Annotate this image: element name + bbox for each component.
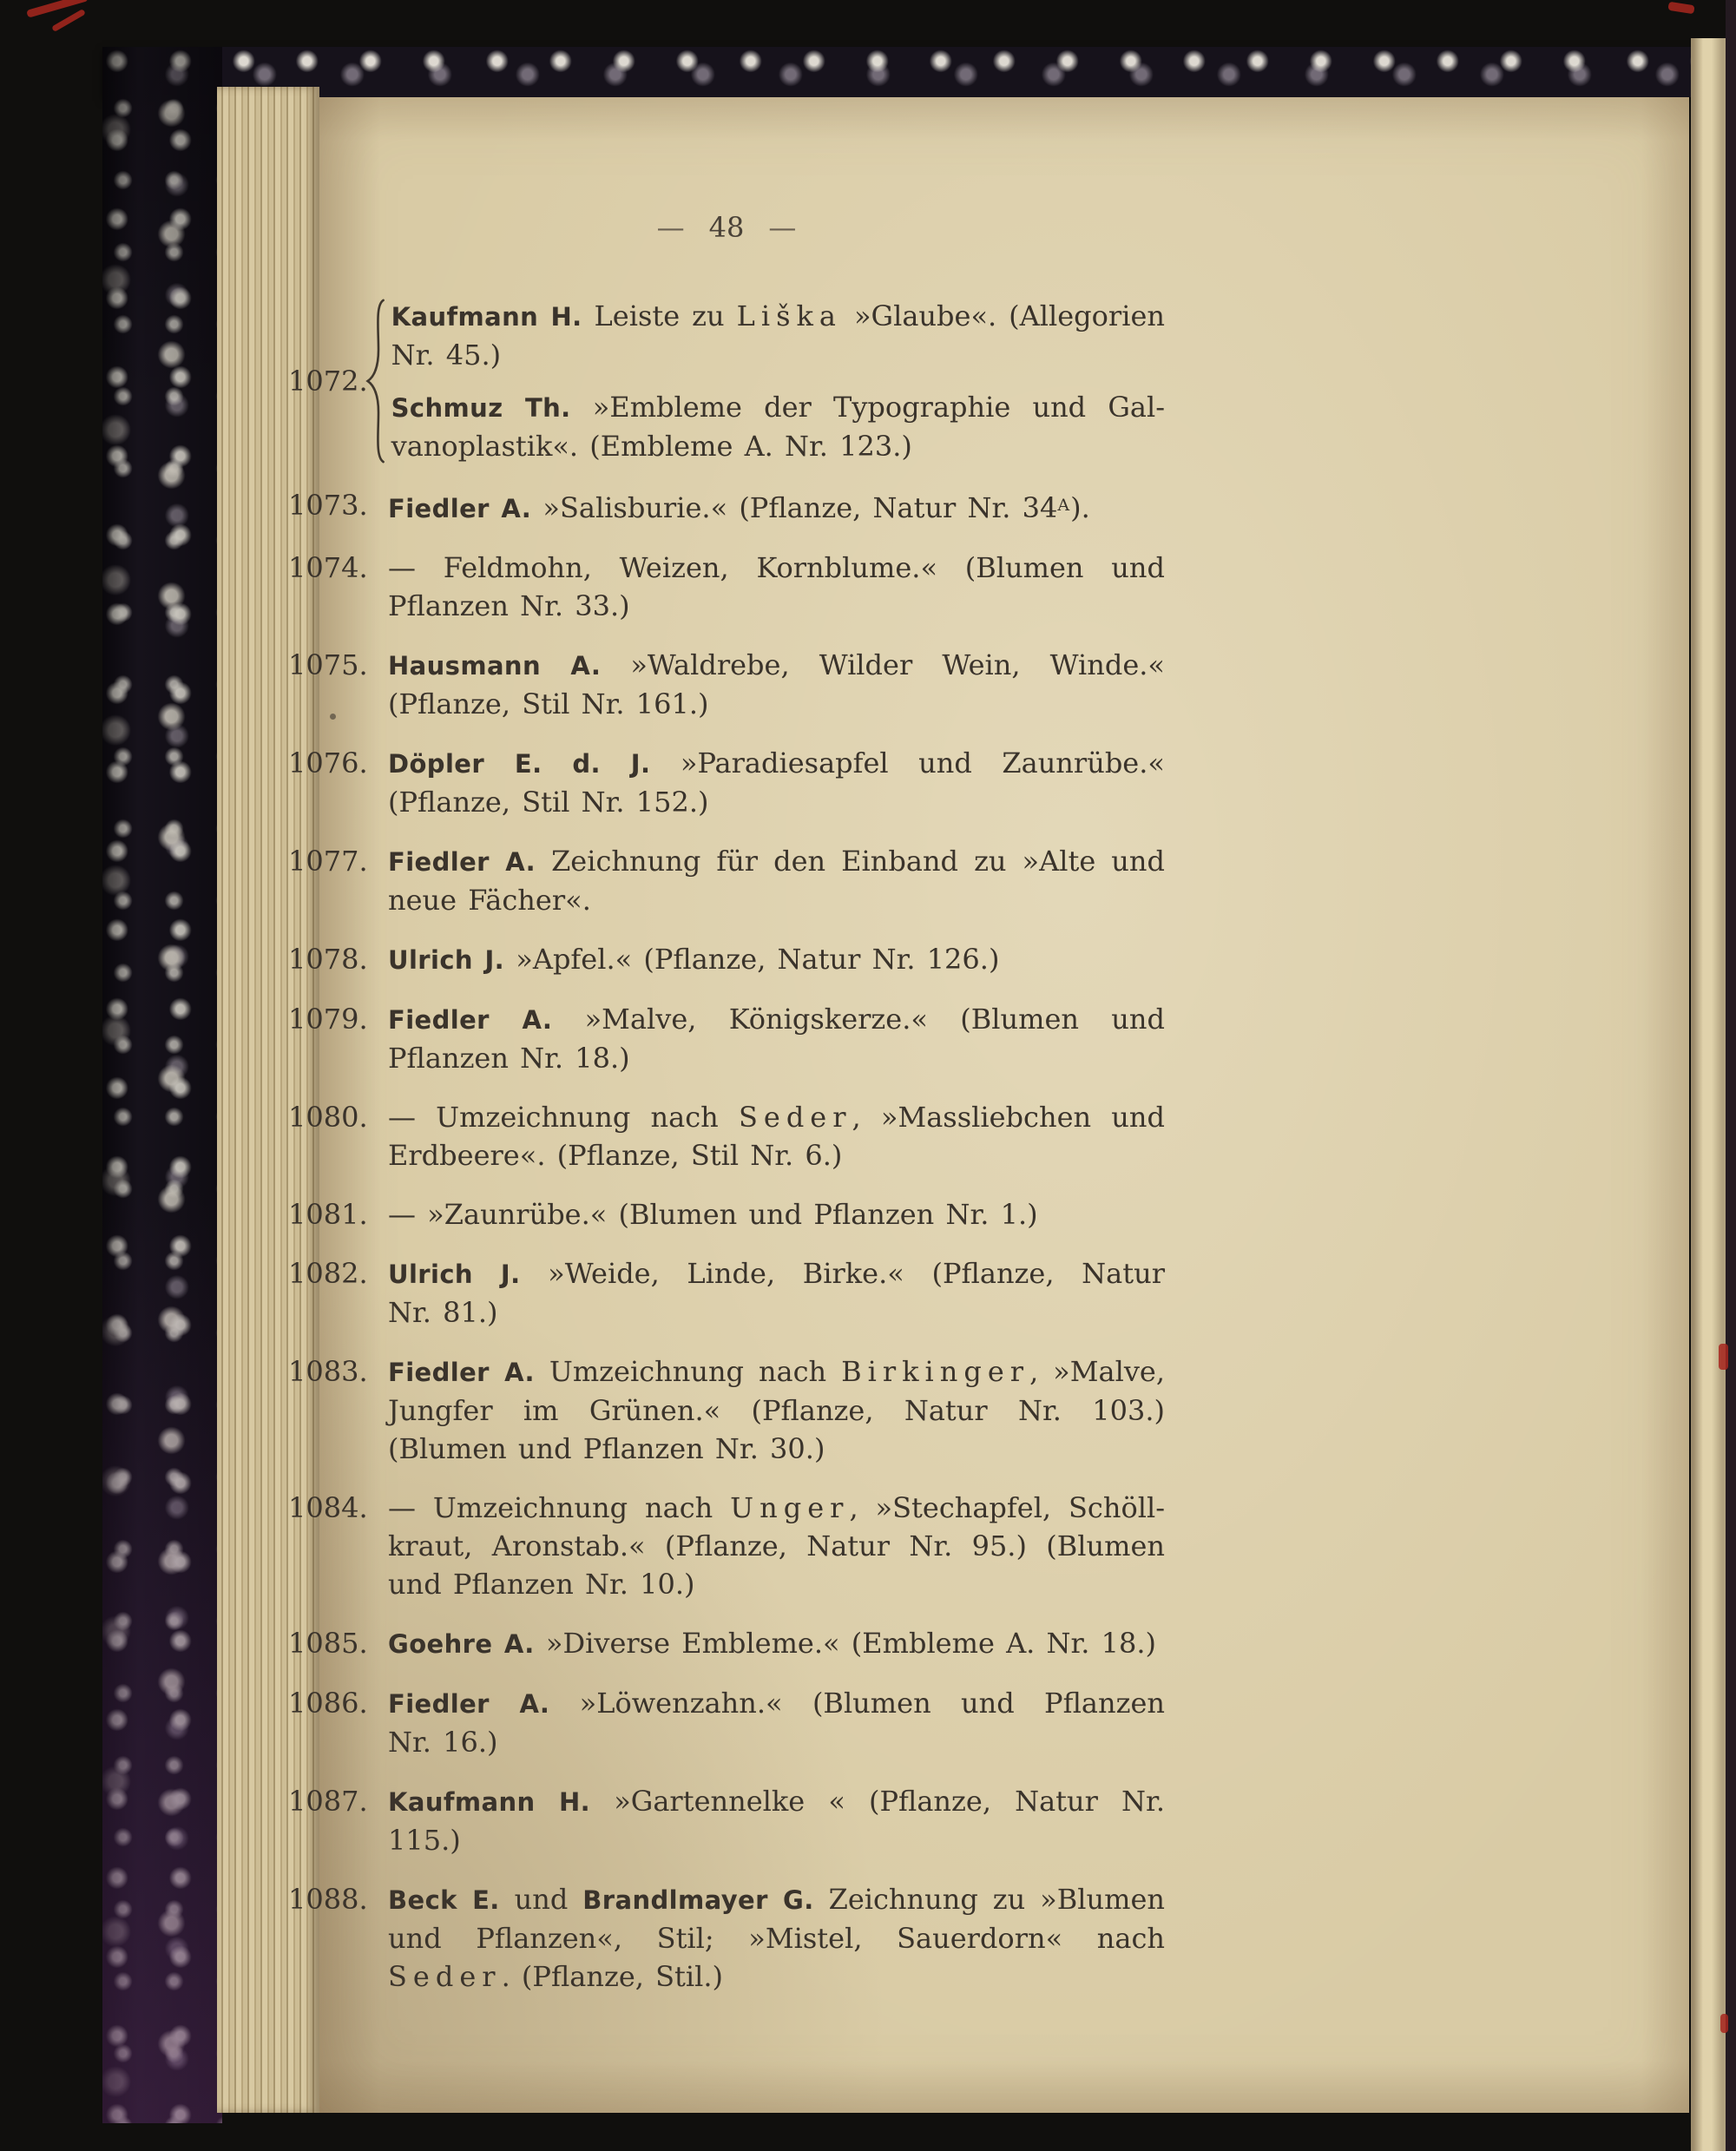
entry-number: 1080. [288,1101,368,1134]
entry-line [388,1957,1165,1996]
text-segment: und Pflanzen«, Stil; »Mistel, Sauerdorn« nach [388,1922,1165,1955]
entry-line [388,1430,1165,1468]
entry-number: 1087. [288,1785,368,1818]
entry-text [388,842,1165,919]
entry-line [388,1098,1165,1136]
marbled-cover-spine [102,47,222,2123]
entry-line [388,1039,1165,1077]
entry-line [388,1723,1165,1761]
text-segment: Leiste zu [582,299,737,332]
entry-line [388,1919,1165,1957]
text-segment: neue Fächer«. [388,884,591,917]
text-segment: und [499,1883,583,1916]
entry-text [388,1195,1165,1233]
catalog-entry-1083 [288,1352,1165,1468]
text-segment: Seder [388,1960,502,1993]
entry-number: 1086. [288,1687,368,1720]
text-segment: . (Pflanze, Stil.) [501,1960,724,1993]
entry-line [388,646,1165,685]
text-segment: Zeichnung zu »Blumen [813,1883,1166,1916]
text-segment: — »Zaunrübe.« (Blumen und Pflanzen Nr. 1.) [388,1198,1038,1231]
text-segment: Birkinger [841,1355,1030,1388]
entry-text [388,549,1165,625]
page-number [288,208,1165,247]
entry-line [391,388,1165,427]
text-segment: Zeichnung für den Einband zu »Alte und [536,845,1166,878]
red-pen-mark [1719,1344,1728,1370]
entry-line [388,1391,1165,1430]
text-segment: Unger [730,1491,850,1524]
entry-line [388,1136,1165,1174]
catalog-entry-1088 [288,1880,1165,1996]
entry-number: 1073. [288,489,368,522]
text-segment: ). [1070,491,1090,524]
catalog-entry-1082 [288,1254,1165,1332]
text-segment: »Paradiesapfel und Zaunrübe.« [650,747,1165,779]
text-segment: — Feldmohn, Weizen, Kornblume.« (Blumen und [388,551,1165,584]
text-segment: Nr. 16.) [388,1726,498,1759]
entry-line [388,1000,1165,1039]
entry-number: 1075. [288,648,368,681]
entry-number: 1079. [288,1003,368,1036]
entry-line [388,1195,1165,1233]
entry-text [388,1684,1165,1761]
red-pen-mark [51,9,86,32]
entry-line [388,744,1165,783]
text-segment: , »Malve, [1029,1355,1166,1388]
entry-line [388,1565,1165,1603]
entry-paragraph [391,297,1165,374]
text-segment: Kaufmann H. [388,1787,591,1817]
text-segment: (Pflanze, Stil Nr. 152.) [388,786,709,819]
entry-line [388,1624,1165,1663]
catalog-entry-1085 [288,1624,1165,1663]
entry-number: 1072. [288,365,368,398]
catalog-entry-1075 [288,646,1165,723]
entry-line [388,1880,1165,1919]
entry-number: 1084. [288,1491,368,1524]
text-segment: Schmuz Th. [391,393,571,423]
entry-line [388,1293,1165,1332]
text-segment: Kaufmann H. [391,302,582,332]
entry-line [388,1527,1165,1565]
catalog-entry-1087 [288,1782,1165,1859]
red-pen-mark [1667,2,1694,15]
catalog-entry-1081 [288,1195,1165,1233]
back-cover-strip [1726,0,1736,2151]
text-segment: A [1057,496,1071,515]
catalog-entry-1078 [288,940,1165,979]
entry-number: 1074. [288,551,368,584]
page-number-value: 48 [708,211,745,244]
entry-number: 1083. [288,1355,368,1388]
entry-line [388,842,1165,881]
entry-text [388,1782,1165,1859]
text-segment: »Glaube«. (Allegorien [841,299,1165,332]
entry-text [388,1624,1165,1663]
text-segment: Hausmann A. [388,651,602,681]
text-segment: Goehre A. [388,1629,535,1659]
text-segment: »Embleme der Typographie und Gal- [570,391,1166,424]
text-segment: vanoplastik«. (Embleme A. Nr. 123.) [391,430,912,463]
entry-number: 1082. [288,1257,368,1290]
text-segment: Umzeichnung nach [534,1355,842,1388]
text-segment: Jungfer im Grünen.« (Pflanze, Natur Nr. 103.) [388,1394,1165,1427]
text-segment: Brandlmayer G. [582,1885,814,1915]
entry-number: 1077. [288,845,368,878]
text-segment: »Waldrebe, Wilder Wein, Winde.« [601,648,1166,681]
entry-text [391,297,1165,465]
grouping-brace [363,299,386,464]
text-segment: kraut, Aronstab.« (Pflanze, Natur Nr. 95.) (Blumen [388,1529,1165,1562]
marbled-cover-top-edge [102,47,1693,97]
entry-line [388,549,1165,587]
entry-line [388,940,1165,979]
page-content [288,208,1165,2016]
entry-number: 1076. [288,747,368,779]
entry-line [391,427,1165,465]
text-segment: »Malve, Königskerze.« (Blumen und [552,1003,1166,1036]
text-segment: Ulrich J. [388,1260,521,1289]
catalog-entries [288,297,1165,1996]
text-segment: Fiedler A. [388,1358,535,1387]
catalog-entry-1077 [288,842,1165,919]
entry-number: 1085. [288,1627,368,1660]
text-segment: , »Stechapfel, Schöll- [849,1491,1166,1524]
text-segment: und Pflanzen Nr. 10.) [388,1568,695,1601]
entry-line [388,881,1165,919]
entry-line [388,1352,1165,1391]
entry-line [388,486,1165,528]
entry-text [388,1098,1165,1174]
text-segment: Fiedler A. [388,494,532,523]
text-segment: Döpler E. d. J. [388,749,651,779]
text-segment: »Apfel.« (Pflanze, Natur Nr. 126.) [504,943,1000,976]
text-segment: »Löwenzahn.« (Blumen und Pflanzen [549,1687,1165,1720]
entry-line [388,685,1165,723]
text-segment: Seder [738,1101,852,1134]
page-number-dash: — [768,211,797,244]
text-segment: »Gartennelke « (Pflanze, Natur Nr. 115.) [388,1785,1165,1857]
catalog-entry-1074 [288,549,1165,625]
text-segment: Ulrich J. [388,945,505,975]
entry-text [388,646,1165,723]
page-number-dash: — [656,211,685,244]
text-segment: Fiedler A. [388,1005,553,1035]
entry-text [388,1880,1165,1996]
entry-text [388,1000,1165,1077]
text-segment: Pflanzen Nr. 33.) [388,589,630,622]
text-segment: Erdbeere«. (Pflanze, Stil Nr. 6.) [388,1139,843,1172]
catalog-entry-1073 [288,486,1165,528]
adjacent-page-edge [1691,38,1726,2151]
entry-number: 1088. [288,1883,368,1916]
entry-number: 1078. [288,943,368,976]
text-segment: (Blumen und Pflanzen Nr. 30.) [388,1432,825,1465]
text-segment: (Pflanze, Stil Nr. 161.) [388,687,709,720]
entry-line [388,1489,1165,1527]
catalog-entry-1079 [288,1000,1165,1077]
catalog-entry-1084 [288,1489,1165,1603]
entry-line [388,1782,1165,1859]
entry-text [388,940,1165,979]
entry-text [388,486,1165,528]
red-pen-mark [1720,2014,1728,2033]
entry-paragraph [391,388,1165,465]
text-segment: »Diverse Embleme.« (Embleme A. Nr. 18.) [534,1627,1157,1660]
entry-text [388,1254,1165,1332]
entry-line [388,587,1165,625]
entry-text [388,1489,1165,1603]
text-segment: Beck E. [388,1885,500,1915]
catalog-entry-1072 [288,297,1165,465]
text-segment: Liška [736,299,842,332]
entry-line [388,1254,1165,1293]
entry-text [388,744,1165,821]
text-segment: »Salisburie.« (Pflanze, Natur Nr. 34 [531,491,1058,524]
entry-number: 1081. [288,1198,368,1231]
entry-text [388,1352,1165,1468]
text-segment: Fiedler A. [388,1689,550,1719]
entry-line [391,297,1165,336]
text-segment: — Umzeichnung nach [388,1101,739,1134]
catalog-entry-1076 [288,744,1165,821]
entry-line [391,336,1165,374]
text-segment: Fiedler A. [388,847,536,877]
text-segment: »Weide, Linde, Birke.« (Pflanze, Natur [520,1257,1165,1290]
entry-line [388,1684,1165,1723]
text-segment: , »Massliebchen und [852,1101,1166,1134]
catalog-entry-1086 [288,1684,1165,1761]
text-segment: Nr. 45.) [391,339,502,372]
text-segment: Pflanzen Nr. 18.) [388,1042,630,1075]
entry-line [388,783,1165,821]
text-segment: — Umzeichnung nach [388,1491,731,1524]
catalog-entry-1080 [288,1098,1165,1174]
text-segment: Nr. 81.) [388,1296,498,1329]
